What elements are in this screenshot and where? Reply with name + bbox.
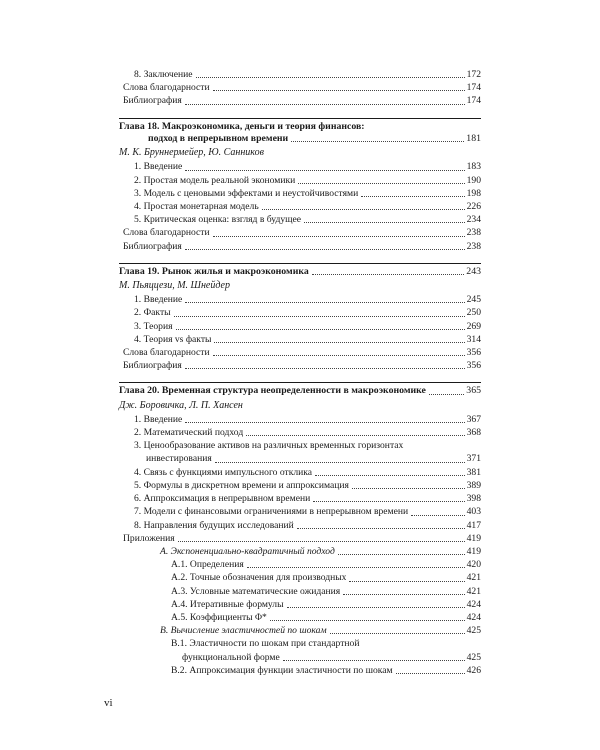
toc-entry-label: Библиография (123, 360, 182, 372)
toc-entry-label: 6. Аппроксимация в непрерывном времени (134, 493, 311, 505)
toc-entry-page: 356 (466, 347, 481, 359)
dot-leader (246, 435, 464, 436)
toc-entry-label: 4. Теория vs факты (134, 333, 212, 345)
toc-entry-line-1[interactable]: 3. Ценообразование активов на различных временных горизонтах (134, 440, 404, 452)
toc-entry-appendix-a[interactable] (119, 545, 481, 558)
toc-entry[interactable] (119, 94, 481, 107)
toc-entry-page: 250 (466, 307, 481, 319)
toc-entry-label: A.1. Определения (171, 559, 244, 571)
toc-entry-page: 226 (466, 201, 481, 213)
dot-leader (349, 581, 464, 582)
toc-entry-label: 4. Простая монетарная модель (134, 201, 259, 213)
toc-entry-page: 420 (466, 559, 481, 571)
toc-entry-label: B. Вычисление эластичностей по шокам (160, 625, 327, 637)
toc-entry-label: Библиография (123, 240, 182, 252)
dot-leader (174, 316, 465, 317)
toc-entry-page: 234 (466, 214, 481, 226)
toc-entry-appendix-b[interactable] (119, 624, 481, 637)
dot-leader (213, 236, 465, 237)
toc-entry-label: A.5. Коэффициенты Φ* (171, 611, 267, 623)
toc-entry[interactable] (119, 651, 481, 664)
toc-entry-label: функциональной форме (182, 651, 280, 663)
toc-entry-page: 367 (466, 413, 481, 425)
dot-leader (185, 422, 464, 423)
dot-leader (185, 104, 465, 105)
dot-leader (214, 342, 464, 343)
dot-leader (247, 567, 465, 568)
toc-entry[interactable] (119, 611, 481, 624)
dot-leader (313, 501, 464, 502)
toc-entry[interactable] (119, 479, 481, 492)
toc-entry-page: 419 (466, 545, 481, 557)
toc-entry[interactable] (119, 452, 481, 465)
toc-entry[interactable] (119, 492, 481, 505)
toc-entry-label: 2. Простая модель реальной экономики (134, 174, 296, 186)
dot-leader (262, 209, 465, 210)
toc-entry-page: 238 (466, 240, 481, 252)
toc-entry-label: 1. Введение (134, 161, 183, 173)
toc-entry-label: 2. Факты (134, 307, 171, 319)
chapter-18-title-line-2[interactable] (119, 133, 481, 145)
toc-entry-page: 425 (466, 625, 481, 637)
toc-entry[interactable] (119, 320, 481, 333)
toc-entry[interactable] (119, 240, 481, 253)
toc-entry[interactable] (119, 426, 481, 439)
toc-entry-label: 7. Модели с финансовыми ограничениями в непрерывном времени (134, 506, 409, 518)
dot-leader (291, 141, 464, 142)
chapter-authors: Дж. Боровичка, Л. П. Хансен (119, 399, 243, 411)
toc-entry-page: 419 (466, 532, 481, 544)
toc-entry-page: 183 (466, 161, 481, 173)
dot-leader (338, 554, 465, 555)
toc-entry-label: инвестирования (146, 453, 212, 465)
dot-leader (213, 355, 465, 356)
chapter-authors: М. К. Бруннермейер, Ю. Санников (119, 147, 264, 159)
toc-entry[interactable] (119, 585, 481, 598)
dot-leader (215, 462, 465, 463)
toc-entry[interactable] (119, 213, 481, 226)
toc-entry-label: 3. Модель с ценовыми эффектами и неустойчивостями (134, 187, 359, 199)
toc-entry[interactable] (119, 466, 481, 479)
chapter-authors: М. Пьяццези, М. Шнейдер (119, 280, 230, 292)
chapter-title-text: подход в непрерывном времени (148, 133, 289, 145)
toc-entry-page: 424 (466, 611, 481, 623)
toc-entry-page: 398 (466, 493, 481, 505)
toc-entry[interactable] (119, 558, 481, 571)
dot-leader (287, 607, 465, 608)
toc-entry-label: 2. Математический подход (134, 427, 244, 439)
dot-leader (315, 475, 465, 476)
toc-entry-label: 1. Введение (134, 413, 183, 425)
toc-entry[interactable] (119, 333, 481, 346)
chapter-20-title[interactable] (119, 385, 481, 397)
toc-entry-label: Слова благодарности (123, 347, 210, 359)
toc-entry-label: A.2. Точные обозначения для производных (171, 572, 347, 584)
toc-entry[interactable] (119, 505, 481, 518)
toc-entry-line-1[interactable]: B.1. Эластичности по шокам при стандартной (171, 638, 360, 650)
dot-leader (304, 222, 465, 223)
toc-entry-page: 389 (466, 479, 481, 491)
toc-entry-page: 174 (466, 82, 481, 94)
toc-entry-page: 198 (466, 187, 481, 199)
chapter-title-text: Глава 19. Рынок жилья и макроэкономика (119, 265, 309, 277)
toc-entry-page: 172 (466, 69, 481, 80)
toc-entry[interactable] (119, 200, 481, 213)
dot-leader (196, 77, 465, 78)
toc-entry-label: Библиография (123, 95, 182, 107)
chapter-19 (119, 263, 481, 373)
dot-leader (297, 528, 465, 529)
toc-entry[interactable] (119, 293, 481, 306)
dot-leader (213, 90, 465, 91)
toc-entry-page: 269 (466, 320, 481, 332)
dot-leader (185, 368, 465, 369)
toc-entry-appendices[interactable] (119, 532, 481, 545)
toc-entry-label: 4. Связь с функциями импульсного отклика (134, 466, 313, 478)
dot-leader (330, 633, 465, 634)
toc-entry-page: 421 (466, 572, 481, 584)
toc-entry-page: 368 (466, 427, 481, 439)
dot-leader (270, 620, 465, 621)
toc-entry-page: 245 (466, 294, 481, 306)
toc-entry[interactable] (119, 68, 481, 81)
chapter-20 (119, 382, 481, 676)
chapter-page: 243 (466, 265, 481, 277)
toc-entry[interactable] (119, 413, 481, 426)
chapter-title-text: Глава 20. Временная структура неопределенности в макроэкономике (119, 385, 426, 397)
dot-leader (361, 196, 464, 197)
toc-entry-page: 417 (466, 519, 481, 531)
chapter-18 (119, 118, 481, 253)
toc-entry[interactable] (119, 306, 481, 319)
toc-entry[interactable] (119, 226, 481, 239)
table-of-contents (119, 68, 481, 677)
toc-entry-page: 403 (466, 506, 481, 518)
toc-entry-label: B.2. Аппроксимация функции эластичности по шокам (171, 664, 393, 676)
dot-leader (185, 249, 465, 250)
toc-entry-label: Слова благодарности (123, 227, 210, 239)
dot-leader (185, 302, 464, 303)
toc-entry-page: 421 (466, 585, 481, 597)
dot-leader (185, 170, 464, 171)
toc-entry-label: Приложения (123, 532, 175, 544)
dot-leader (343, 594, 464, 595)
toc-entry[interactable] (119, 174, 481, 187)
toc-entry-page: 425 (466, 651, 481, 663)
toc-entry-page: 424 (466, 598, 481, 610)
dot-leader (396, 673, 465, 674)
toc-entry-page: 371 (466, 453, 481, 465)
toc-entry[interactable] (119, 81, 481, 94)
toc-entry[interactable] (119, 519, 481, 532)
toc-entry-page: 238 (466, 227, 481, 239)
chapter-19-title[interactable] (119, 266, 481, 278)
page-number: vi (104, 697, 113, 709)
toc-entry[interactable] (119, 187, 481, 200)
toc-entry-page: 356 (466, 360, 481, 372)
toc-entry-label: A.4. Итеративные формулы (171, 598, 284, 610)
dot-leader (352, 488, 465, 489)
dot-leader (178, 541, 465, 542)
toc-entry-label: 1. Введение (134, 294, 183, 306)
toc-entry[interactable] (119, 598, 481, 611)
toc-entry[interactable] (119, 346, 481, 359)
toc-entry-page: 314 (466, 333, 481, 345)
dot-leader (429, 394, 464, 395)
toc-entry-page: 426 (466, 664, 481, 676)
toc-entry-page: 190 (466, 174, 481, 186)
dot-leader (298, 183, 464, 184)
chapter-page: 365 (466, 385, 481, 397)
toc-entry-label: A. Экспоненциально-квадратичный подход (160, 545, 335, 557)
toc-entry[interactable] (119, 160, 481, 173)
dot-leader (176, 329, 465, 330)
toc-entry-label: 8. Направления будущих исследований (134, 519, 294, 531)
toc-entry-label: 8. Заключение (134, 69, 193, 80)
toc-entry[interactable] (119, 664, 481, 677)
dot-leader (312, 274, 465, 275)
dot-leader (283, 660, 465, 661)
toc-entry-page: 381 (466, 466, 481, 478)
toc-entry-label: Слова благодарности (123, 82, 210, 94)
toc-entry[interactable] (119, 359, 481, 372)
chapter-18-title-line-1[interactable]: Глава 18. Макроэкономика, деньги и теория финансов: (119, 120, 365, 132)
toc-entry-label: 3. Теория (134, 320, 173, 332)
chapter-page: 181 (466, 133, 481, 145)
dot-leader (411, 515, 464, 516)
toc-entry-page: 174 (466, 95, 481, 107)
toc-entry[interactable] (119, 571, 481, 584)
toc-entry-label: 5. Формулы в дискретном времени и аппроксимация (134, 479, 349, 491)
toc-entry-label: A.3. Условные математические ожидания (171, 585, 341, 597)
toc-entry-label: 5. Критическая оценка: взгляд в будущее (134, 214, 302, 226)
